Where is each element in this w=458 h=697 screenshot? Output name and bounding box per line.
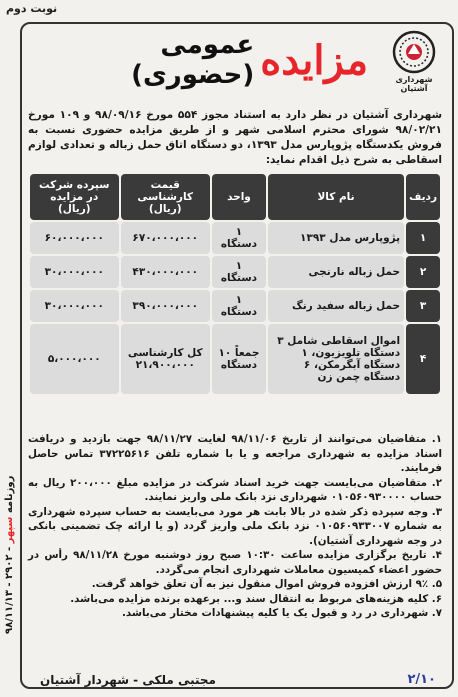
item-unit: ۱ دستگاه bbox=[212, 256, 266, 288]
item-name: حمل زباله نارنجی bbox=[268, 256, 404, 288]
row-no: ۴ bbox=[406, 324, 440, 394]
col-header-unit: واحد bbox=[212, 174, 266, 220]
newspaper-name: سپهر bbox=[4, 516, 15, 544]
side-label-part: روزنامه bbox=[4, 475, 15, 517]
row-no: ۲ bbox=[406, 256, 440, 288]
table-header-row bbox=[30, 174, 440, 220]
signature-line: مجتبی ملکی - شهردار آشتیان bbox=[40, 673, 216, 687]
row-no: ۱ bbox=[406, 222, 440, 254]
table-row bbox=[30, 256, 440, 288]
logo-caption: شهرداری آشتیان bbox=[395, 75, 433, 93]
title-main: مزایده bbox=[260, 36, 368, 84]
condition-item: ۶. کلیه هزینه‌های مربوط به انتقال سند و... برعهده برنده مزایده می‌باشد. bbox=[70, 592, 442, 605]
condition-item: ۳. وجه سپرده ذکر شده در بالا بابت هر مورد می‌بایست به حساب سپرده شهرداری به شماره ۰۱۰۵۶۰۹۳۳۰۰۷ نزد بانک ملی واریز گردد (و یا ارائه چک تضمینی بانکی در وجه شهرداری آشتیان). bbox=[28, 505, 442, 547]
item-price: ۶۷۰،۰۰۰،۰۰۰ bbox=[121, 222, 210, 254]
item-price: ۴۳۰،۰۰۰،۰۰۰ bbox=[121, 256, 210, 288]
condition-item: ۵. ۹٪ ارزش افزوده فروش اموال منقول نیز به آن تعلق خواهد گرفت. bbox=[91, 578, 442, 590]
table-row bbox=[30, 222, 440, 254]
col-header-price: قیمت کارشناسی (ریال) bbox=[121, 174, 210, 220]
conditions-list bbox=[28, 432, 442, 621]
item-deposit: ۵،۰۰۰،۰۰۰ bbox=[30, 324, 119, 394]
items-table bbox=[28, 172, 442, 396]
condition-item: ۴. تاریخ برگزاری مزایده ساعت ۱۰:۳۰ صبح روز دوشنبه مورخ ۹۸/۱۱/۲۸ رأس در حضور اعضاء کمیسیون معاملات شهرداری انجام می‌گردد. bbox=[28, 549, 442, 576]
item-unit: ۱ دستگاه bbox=[212, 222, 266, 254]
round-tag: نوبت دوم bbox=[6, 2, 58, 15]
condition-item: ۲. متقاضیان می‌بایست جهت خرید اسناد شرکت در مزایده مبلغ ۲۰۰،۰۰۰ ریال به حساب ۰۱۰۵۶۰۹۳۰۰۰۰ شهرداری نزد بانک ملی واریز نمایند. bbox=[28, 476, 442, 503]
intro-lead: شهرداری آشتیان bbox=[352, 109, 442, 121]
intro-body: در نظر دارد به استناد مجوز ۵۵۴ مورخ ۹۸/۰۹/۱۶ و ۱۰۹ مورخ ۹۸/۰۲/۲۱ شورای محترم اسلامی شهر و از طریق مزایده حضوری نسبت به فروش یکدستگاه پژوپارس مدل ۱۳۹۳، دو دستگاه اتاق حمل زباله و تعدادی لوازم اسقاطی به شرح ذیل اقدام نماید: bbox=[28, 109, 442, 166]
condition-item: ۱. متقاضیان می‌توانند از تاریخ ۹۸/۱۱/۰۶ لغایت ۹۸/۱۱/۲۷ جهت بازدید و دریافت اسناد مزایده به شهرداری مراجعه و یا با شماره تلفن ۳۷۲۲۵۶۱۶ تماس حاصل فرمایند. bbox=[28, 433, 442, 474]
item-deposit: ۳۰،۰۰۰،۰۰۰ bbox=[30, 290, 119, 322]
item-name: حمل زباله سفید رنگ bbox=[268, 290, 404, 322]
row-no: ۳ bbox=[406, 290, 440, 322]
item-deposit: ۳۰،۰۰۰،۰۰۰ bbox=[30, 256, 119, 288]
intro-paragraph bbox=[28, 108, 442, 168]
item-unit: ۱ دستگاه bbox=[212, 290, 266, 322]
title-sub: عمومی (حضوری) bbox=[131, 30, 255, 90]
municipality-logo bbox=[382, 30, 446, 93]
condition-item: ۷. شهرداری در رد و قبول یک یا کلیه پیشنهادات مختار می‌باشد. bbox=[122, 607, 442, 619]
col-header-row-no: ردیف bbox=[406, 174, 440, 220]
side-label-date: - ۲۹۰۲ - ۹۸/۱۱/۱۳ bbox=[4, 543, 15, 635]
newspaper-side-label bbox=[4, 440, 20, 670]
item-price: ۳۹۰،۰۰۰،۰۰۰ bbox=[121, 290, 210, 322]
ad-title bbox=[70, 30, 368, 90]
handwritten-mark: ۲/۱۰ bbox=[407, 672, 436, 687]
table-row bbox=[30, 290, 440, 322]
item-deposit: ۶۰،۰۰۰،۰۰۰ bbox=[30, 222, 119, 254]
item-price: کل کارشناسی ۲۱،۹۰۰،۰۰۰ bbox=[121, 324, 210, 394]
col-header-deposit: سپرده شرکت در مزایده (ریال) bbox=[30, 174, 119, 220]
emblem-icon bbox=[392, 30, 436, 74]
item-name: اموال اسقاطی شامل ۳ دستگاه تلویزیون، ۱ دستگاه آبگرمکن، ۶ دستگاه چمن زن bbox=[268, 324, 404, 394]
item-unit: جمعاً ۱۰ دستگاه bbox=[212, 324, 266, 394]
col-header-item: نام کالا bbox=[268, 174, 404, 220]
item-name: پژوپارس مدل ۱۳۹۳ bbox=[268, 222, 404, 254]
table-row bbox=[30, 324, 440, 394]
